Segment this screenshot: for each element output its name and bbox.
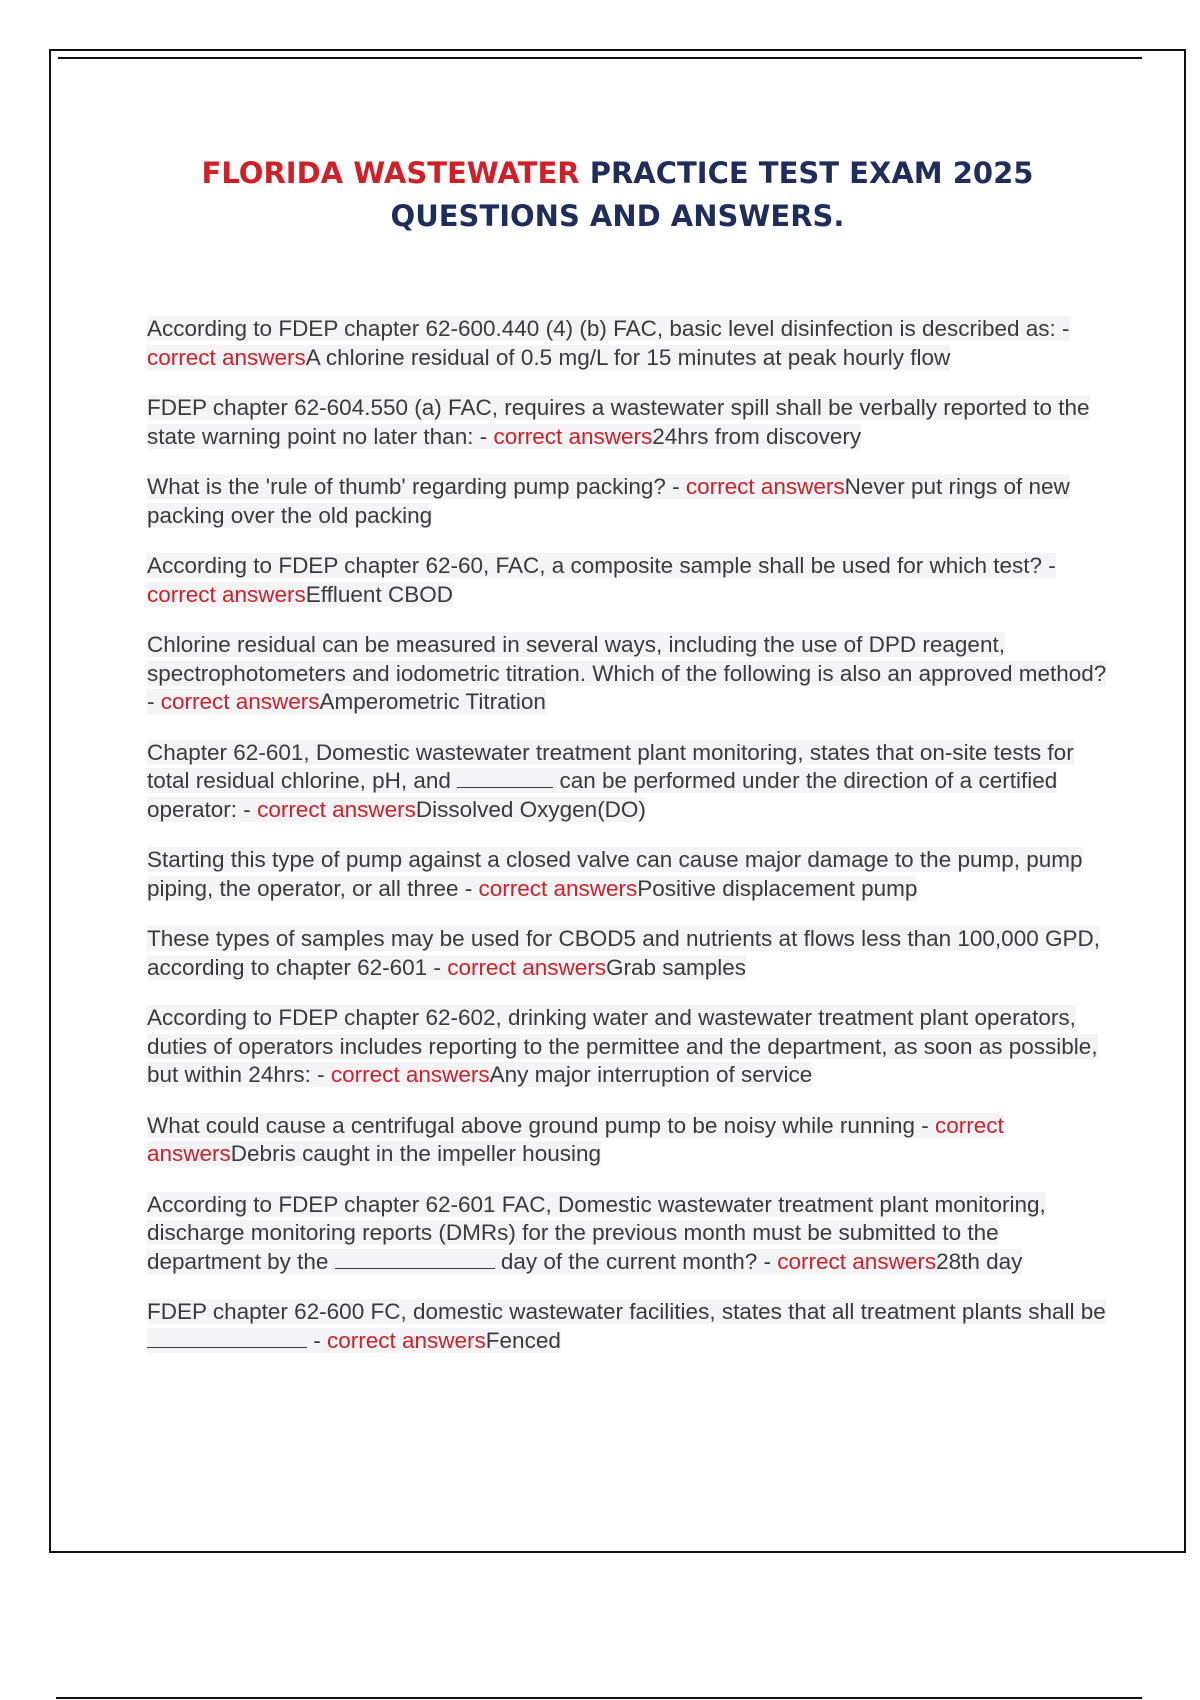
- answer-label: correct answers: [257, 796, 416, 822]
- page-frame: [49, 49, 1186, 1553]
- question-text: FDEP chapter 62-604.550 (a) FAC, requires a wastewater spill shall be verbally reported to the state warning point no later than: -: [147, 395, 1090, 449]
- qa-item: [147, 1004, 1107, 1090]
- qa-item: [147, 739, 1107, 825]
- answer-label: correct answers: [327, 1327, 486, 1353]
- question-text: According to FDEP chapter 62-60, FAC, a composite sample shall be used for which test? -: [147, 553, 1056, 578]
- answer-text: 28th day: [936, 1248, 1023, 1274]
- question-text: What could cause a centrifugal above ground pump to be noisy while running -: [147, 1112, 935, 1138]
- answer-label: correct answers: [777, 1248, 937, 1274]
- question-text: -: [307, 1327, 327, 1353]
- answer-label: correct answers: [160, 689, 320, 714]
- answer-label: correct answers: [330, 1062, 490, 1087]
- answer-text: Grab samples: [605, 954, 747, 980]
- top-rule: [58, 57, 1142, 59]
- title-red-part: FLORIDA WASTEWATER: [201, 156, 580, 190]
- answer-label: correct answers: [493, 423, 653, 449]
- answer-text: Dissolved Oxygen(DO): [415, 796, 646, 822]
- qa-item: [147, 394, 1107, 451]
- answer-text: 24hrs from discovery: [652, 423, 862, 449]
- qa-item: [147, 1112, 1107, 1169]
- answer-label: correct answers: [478, 875, 638, 901]
- fill-in-blank: [335, 1250, 495, 1269]
- question-text: Chlorine residual can be measured in several ways, including the use of DPD reagent, spectrophotometers and iodometric titration. Which of the following is also an approved method? -: [147, 632, 1107, 714]
- qa-item: [147, 473, 1107, 530]
- qa-item: [147, 925, 1107, 982]
- document-title: [51, 152, 1184, 238]
- answer-label: correct answers: [447, 954, 606, 980]
- fill-in-blank: [147, 1329, 307, 1348]
- question-text: According to FDEP chapter 62-601 FAC, Domestic wastewater treatment plant monitoring, discharge monitoring reports (DMRs) for the previous month must be submitted to the department by the: [147, 1191, 1046, 1274]
- answer-label: correct answers: [147, 344, 306, 370]
- question-text: can be performed under the direction of a certified operator: -: [147, 768, 1058, 822]
- answer-text: Fenced: [485, 1327, 561, 1353]
- answer-text: Never put rings of new packing over the old packing: [147, 474, 1070, 528]
- question-text: These types of samples may be used for CBOD5 and nutrients at flows less than 100,000 GPD, according to chapter 62-601 -: [147, 926, 1100, 980]
- answer-text: Effluent CBOD: [305, 581, 453, 607]
- title-line-1: [51, 152, 1184, 195]
- qa-item: [147, 1298, 1107, 1355]
- title-blue-part: PRACTICE TEST EXAM 2025: [589, 156, 1034, 190]
- answer-text: Amperometric Titration: [319, 689, 546, 714]
- question-text: FDEP chapter 62-600 FC, domestic wastewater facilities, states that all treatment plants shall be: [147, 1299, 1106, 1324]
- answer-label: correct answers: [147, 1112, 1004, 1166]
- qa-list: [147, 315, 1107, 1377]
- qa-item: [147, 315, 1107, 372]
- answer-text: Any major interruption of service: [489, 1062, 813, 1087]
- qa-item: [147, 846, 1107, 903]
- footer-rule: [56, 1697, 1142, 1699]
- qa-item: [147, 631, 1107, 717]
- answer-text: Debris caught in the impeller housing: [230, 1141, 602, 1166]
- question-text: According to FDEP chapter 62-600.440 (4) (b) FAC, basic level disinfection is described as: -: [147, 316, 1070, 341]
- qa-item: [147, 552, 1107, 609]
- question-text: Chapter 62-601, Domestic wastewater treatment plant monitoring, states that on-site tests for total residual chlorine, pH, and: [147, 739, 1074, 793]
- title-line-2: QUESTIONS AND ANSWERS.: [390, 199, 845, 233]
- question-text: Starting this type of pump against a closed valve can cause major damage to the pump, pump piping, the operator, or all three -: [147, 847, 1083, 901]
- question-text: According to FDEP chapter 62-602, drinking water and wastewater treatment plant operators, duties of operators includes reporting to the permittee and the department, as soon as possible, but within 24hrs: -: [147, 1005, 1098, 1087]
- answer-label: correct answers: [685, 474, 845, 499]
- qa-item: [147, 1191, 1107, 1277]
- answer-label: correct answers: [147, 581, 306, 607]
- answer-text: A chlorine residual of 0.5 mg/L for 15 minutes at peak hourly flow: [305, 344, 951, 370]
- fill-in-blank: [457, 769, 553, 788]
- question-text: day of the current month? -: [494, 1248, 778, 1274]
- answer-text: Positive displacement pump: [637, 875, 918, 901]
- question-text: What is the 'rule of thumb' regarding pump packing? -: [147, 474, 686, 499]
